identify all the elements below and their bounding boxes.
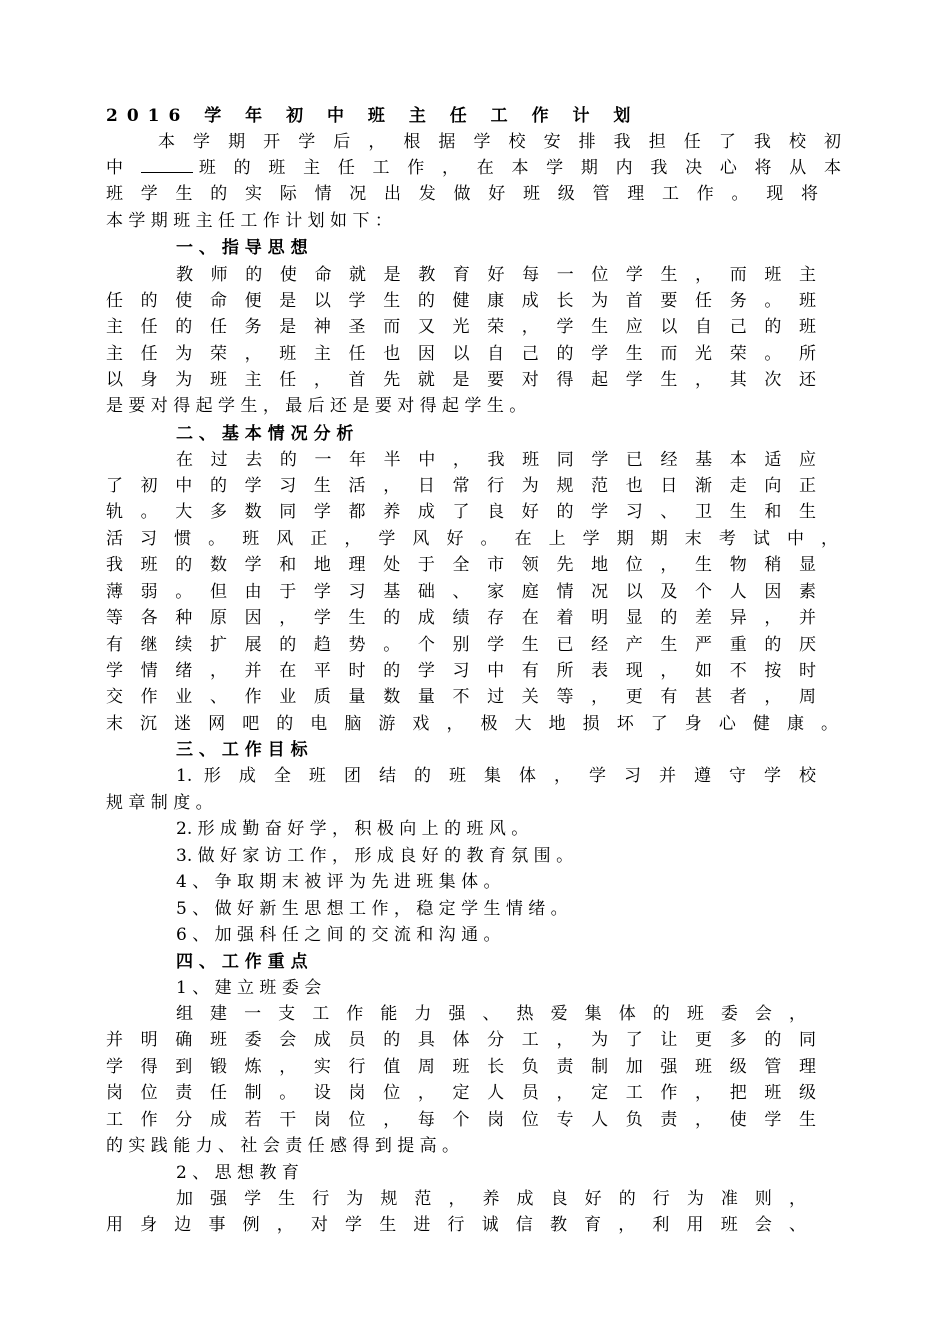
intro-line-2-pre: 中 — [106, 158, 130, 178]
goal-3: 3. 做 好 家 访 工 作 ， 形 成 良 好 的 教 育 氛 围 。 — [176, 846, 574, 866]
section-4-sub-1-line: 的 实 践 能 力 、 社 会 责 任 感 得 到 提 高 。 — [106, 1136, 460, 1156]
section-2-line: 交 作 业 、 作 业 质 量 数 量 不 过 关 等 ， 更 有 甚 者 ， 周 — [106, 687, 816, 707]
intro-line-3: 班 学 生 的 实 际 情 况 出 发 做 好 班 级 管 理 工 作 。 现 将 — [106, 184, 818, 204]
intro-line-2-post: 班 的 班 主 任 工 作 ， 在 本 学 期 内 我 决 心 将 从 本 — [192, 158, 841, 178]
section-4-heading: 四 、 工 作 重 点 — [176, 952, 308, 972]
intro-line-1: 本 学 期 开 学 后 ， 根 据 学 校 安 排 我 担 任 了 我 校 初 — [158, 132, 841, 152]
section-4-sub-1-line: 岗 位 责 任 制 。 设 岗 位 ， 定 人 员 ， 定 工 作 ， 把 班 级 — [106, 1083, 816, 1103]
section-1-line: 教 师 的 使 命 就 是 教 育 好 每 一 位 学 生 ， 而 班 主 — [176, 265, 816, 285]
section-4-sub-1-line: 学 得 到 锻 炼 ， 实 行 值 周 班 长 负 责 制 加 强 班 级 管 理 — [106, 1057, 816, 1077]
section-2-line: 有 继 续 扩 展 的 趋 势 。 个 别 学 生 已 经 产 生 严 重 的 厌 — [106, 635, 816, 655]
goal-1-line-1: 1. 形 成 全 班 团 结 的 班 集 体 ， 学 习 并 遵 守 学 校 — [176, 766, 816, 786]
section-2-line: 轨 。 大 多 数 同 学 都 养 成 了 良 好 的 学 习 、 卫 生 和 生 — [106, 502, 816, 522]
section-4-sub-2-heading: 2 、 思 想 教 育 — [176, 1163, 299, 1183]
section-1-line: 以 身 为 班 主 任 ， 首 先 就 是 要 对 得 起 学 生 ， 其 次 还 — [106, 370, 816, 390]
section-4-sub-2-line: 用 身 边 事 例 ， 对 学 生 进 行 诚 信 教 育 ， 利 用 班 会 、 — [106, 1215, 806, 1235]
goal-6: 6 、 加 强 科 任 之 间 的 交 流 和 沟 通 。 — [176, 925, 501, 945]
section-2-line: 学 情 绪 ， 并 在 平 时 的 学 习 中 有 所 表 现 ， 如 不 按 时 — [106, 661, 816, 681]
goal-5: 5 、 做 好 新 生 思 想 工 作 ， 稳 定 学 生 情 绪 。 — [176, 899, 568, 919]
section-2-line: 末 沉 迷 网 吧 的 电 脑 游 戏 ， 极 大 地 损 坏 了 身 心 健 康 。 — [106, 714, 838, 734]
intro-line-2 — [106, 155, 841, 181]
section-4-sub-1-line: 组 建 一 支 工 作 能 力 强 、 热 爱 集 体 的 班 委 会 ， — [176, 1004, 806, 1024]
section-4-sub-1-heading: 1 、 建 立 班 委 会 — [176, 978, 322, 998]
document-title: 2016 学 年 初 中 班 主 任 工 作 计 划 — [106, 106, 640, 126]
section-2-line: 了 初 中 的 学 习 生 活 ， 日 常 行 为 规 范 也 日 渐 走 向 正 — [106, 476, 816, 496]
section-3-heading: 三 、 工 作 目 标 — [176, 740, 308, 760]
section-1-line: 是 要 对 得 起 学 生 ， 最 后 还 是 要 对 得 起 学 生 。 — [106, 396, 527, 416]
section-4-sub-2-line: 加 强 学 生 行 为 规 范 ， 养 成 良 好 的 行 为 准 则 ， — [176, 1189, 806, 1209]
section-2-line: 活 习 惯 。 班 风 正 ， 学 风 好 。 在 上 学 期 期 末 考 试 中 ， — [106, 529, 838, 549]
section-2-line: 等 各 种 原 因 ， 学 生 的 成 绩 存 在 着 明 显 的 差 异 ， 并 — [106, 608, 816, 628]
goal-4: 4 、 争 取 期 末 被 评 为 先 进 班 集 体 。 — [176, 872, 501, 892]
section-2-line: 薄 弱 。 但 由 于 学 习 基 础 、 家 庭 情 况 以 及 个 人 因 素 — [106, 582, 816, 602]
section-1-heading: 一 、 指 导 思 想 — [176, 238, 308, 258]
goal-1-line-2: 规 章 制 度 。 — [106, 793, 213, 813]
section-4-sub-1-line: 并 明 确 班 委 会 成 员 的 具 体 分 工 ， 为 了 让 更 多 的 同 — [106, 1030, 816, 1050]
intro-line-4: 本 学 期 班 主 任 工 作 计 划 如 下 ： — [106, 211, 392, 231]
section-1-line: 主 任 为 荣 ， 班 主 任 也 因 以 自 己 的 学 生 而 光 荣 。 所 — [106, 344, 816, 364]
section-1-line: 任 的 使 命 便 是 以 学 生 的 健 康 成 长 为 首 要 任 务 。 班 — [106, 291, 816, 311]
class-number-blank — [141, 157, 193, 173]
section-2-heading: 二 、 基 本 情 况 分 析 — [176, 424, 354, 444]
section-4-sub-1-line: 工 作 分 成 若 干 岗 位 ， 每 个 岗 位 专 人 负 责 ， 使 学 生 — [106, 1110, 816, 1130]
section-1-line: 主 任 的 任 务 是 神 圣 而 又 光 荣 ， 学 生 应 以 自 己 的 班 — [106, 317, 816, 337]
goal-2: 2. 形 成 勤 奋 好 学 ， 积 极 向 上 的 班 风 。 — [176, 819, 529, 839]
section-2-line: 在 过 去 的 一 年 半 中 ， 我 班 同 学 已 经 基 本 适 应 — [176, 450, 816, 470]
section-2-line: 我 班 的 数 学 和 地 理 处 于 全 市 领 先 地 位 ， 生 物 稍 显 — [106, 555, 816, 575]
